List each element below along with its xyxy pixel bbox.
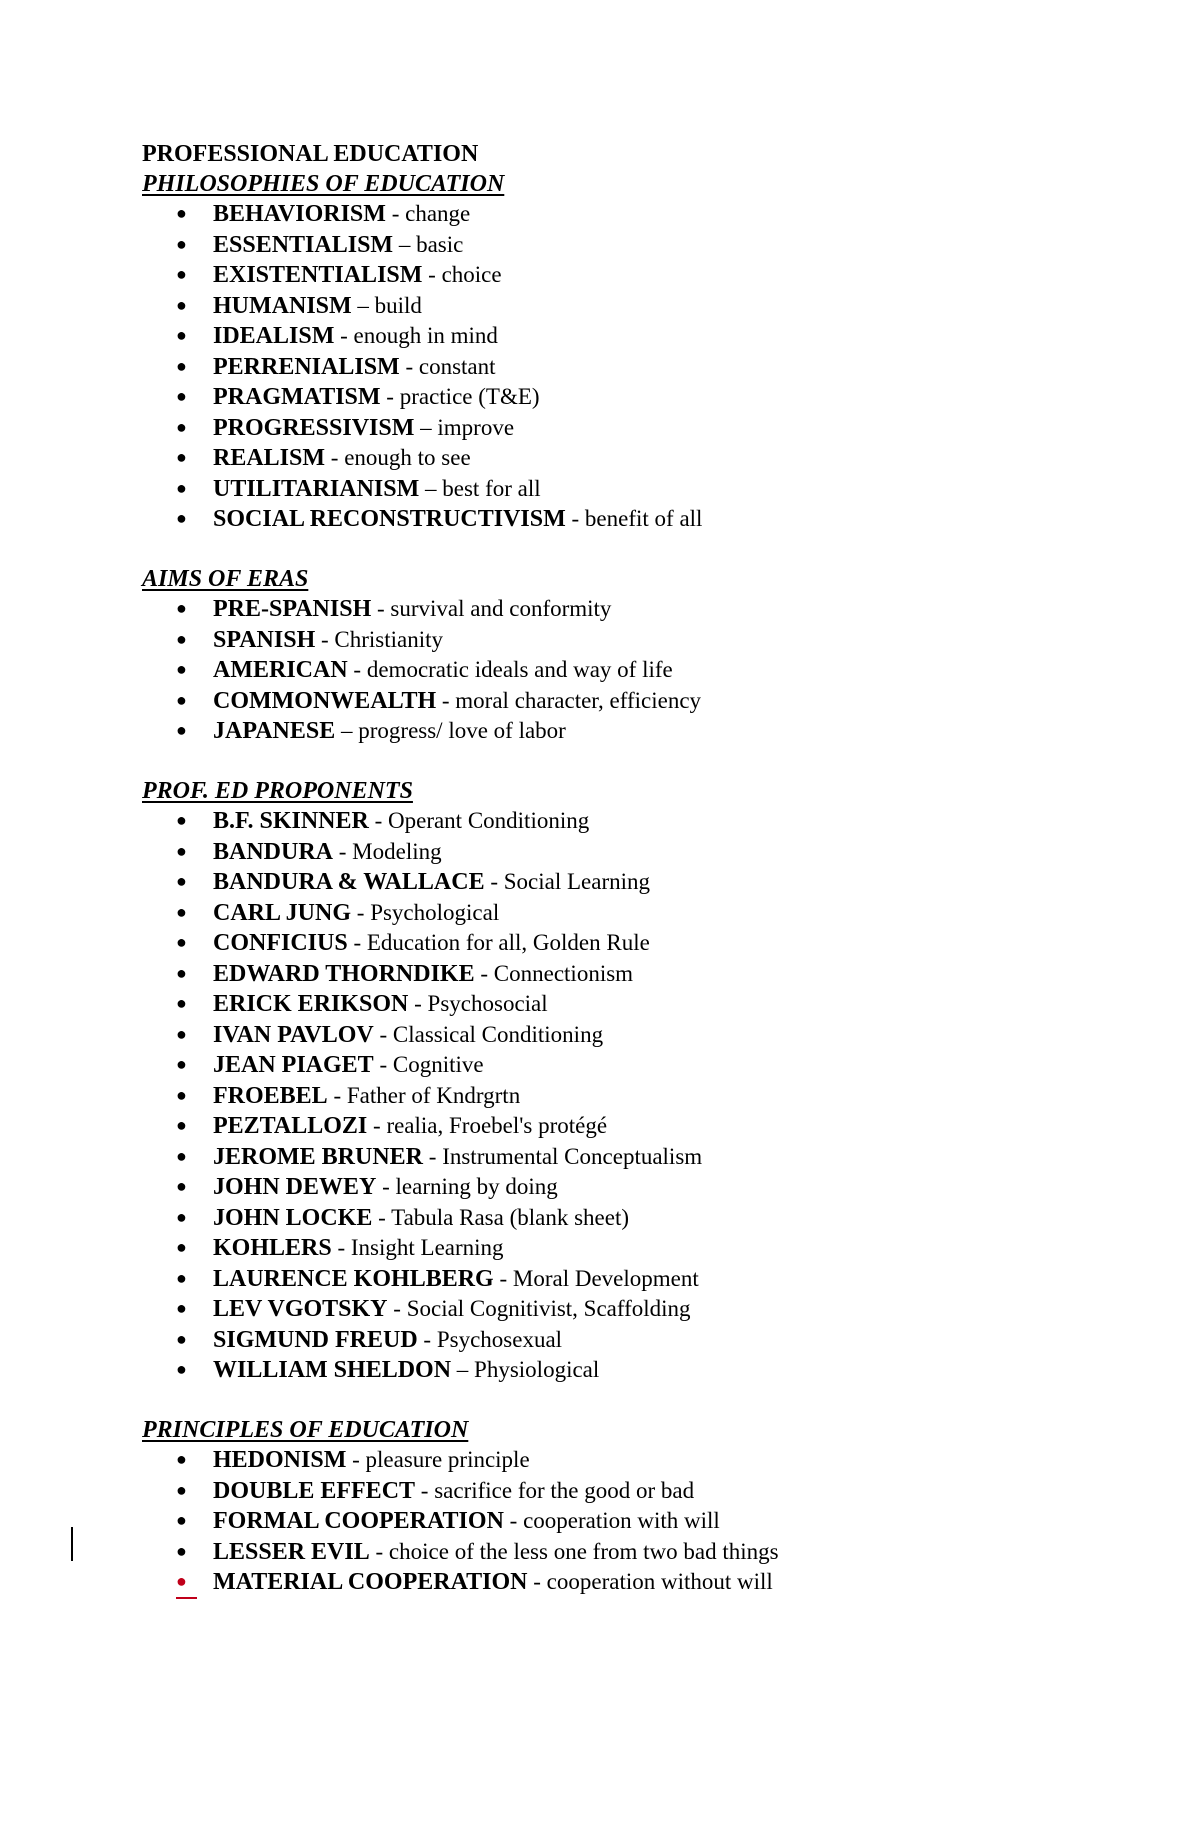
item-term: CONFICIUS [213, 930, 348, 956]
item-term: SIGMUND FREUD [213, 1326, 418, 1353]
item-separator: - [321, 626, 329, 652]
bullet-icon: ● [176, 477, 187, 498]
bullet-list [142, 594, 1142, 747]
item-separator: - [352, 1447, 360, 1472]
item-separator: - [377, 596, 385, 621]
item-description: enough to see [344, 445, 471, 470]
item-description: cooperation with will [523, 1508, 720, 1533]
item-term: JEAN PIAGET [213, 1052, 374, 1078]
item-term: EXISTENTIALISM [213, 262, 423, 288]
item-separator: - [499, 1265, 508, 1291]
bullet-icon: ● [176, 1298, 187, 1318]
item-separator: – [341, 718, 353, 743]
item-description: Psychological [370, 899, 500, 925]
list-item [142, 504, 1142, 535]
bullet-list [142, 1445, 1142, 1598]
bullet-icon: ● [176, 901, 187, 922]
list-item [142, 1020, 1142, 1051]
list-item [142, 199, 1142, 230]
item-separator: - [333, 1082, 342, 1108]
item-term: SOCIAL RECONSTRUCTIVISM [213, 506, 566, 532]
item-description: Physiological [474, 1357, 600, 1382]
bullet-icon: ● [176, 1449, 187, 1469]
item-term: FROEBEL [213, 1082, 328, 1109]
bullet-icon: ● [176, 386, 187, 406]
item-separator: - [533, 1569, 541, 1594]
item-term: B.F. SKINNER [213, 808, 369, 834]
item-description: Psychosocial [427, 991, 548, 1016]
item-separator: – [420, 414, 432, 440]
item-separator: - [374, 808, 383, 833]
bullet-icon: ● [176, 1115, 187, 1135]
document-title: PROFESSIONAL EDUCATION [142, 141, 479, 167]
item-term: LESSER EVIL [213, 1538, 370, 1565]
item-separator: - [441, 687, 450, 713]
item-description: improve [437, 414, 515, 440]
item-description: constant [418, 353, 496, 379]
list-item [142, 655, 1142, 686]
item-separator: - [428, 1143, 437, 1169]
item-separator: - [338, 838, 347, 864]
item-separator: - [379, 1052, 388, 1077]
item-description: Cognitive [392, 1052, 484, 1077]
list-item [142, 898, 1142, 929]
item-description: change [405, 201, 471, 226]
item-separator: - [490, 869, 499, 894]
item-term: MATERIAL COOPERATION [213, 1569, 528, 1595]
tracked-change-bar [71, 1527, 73, 1561]
list-item [142, 230, 1142, 261]
item-term: PRE-SPANISH [213, 596, 372, 622]
item-description: Social Learning [503, 869, 651, 894]
bullet-icon: ● [176, 840, 187, 861]
bullet-icon: ● [176, 1267, 187, 1288]
item-description: realia, Froebel's protégé [386, 1113, 608, 1138]
item-description: basic [416, 231, 464, 257]
list-item [142, 806, 1142, 837]
item-separator: - [393, 1296, 401, 1321]
item-term: KOHLERS [213, 1235, 332, 1261]
bullet-list [142, 199, 1142, 535]
bullet-icon: ● [176, 1479, 187, 1500]
item-separator: - [353, 930, 362, 955]
section-principles-of-education [142, 1416, 1142, 1598]
bullet-icon: ● [176, 871, 187, 891]
item-separator: - [509, 1508, 518, 1533]
bullet-icon: ● [176, 1540, 187, 1561]
item-description: Christianity [334, 626, 444, 652]
item-term: PROGRESSIVISM [213, 414, 415, 441]
item-term: CARL JUNG [213, 899, 352, 926]
list-item [142, 1142, 1142, 1173]
list-item [142, 352, 1142, 383]
list-item [142, 837, 1142, 868]
bullet-icon: ● [176, 1145, 187, 1166]
list-item [142, 443, 1142, 474]
list-item [142, 1050, 1142, 1081]
item-separator: - [391, 201, 400, 226]
item-separator: - [382, 1174, 390, 1199]
bullet-icon: ● [176, 659, 187, 679]
item-description: enough in mind [353, 323, 498, 348]
item-separator: - [356, 899, 365, 925]
item-description: Moral Development [512, 1265, 699, 1291]
list-item [142, 625, 1142, 656]
section-philosophies-of-education [142, 170, 1142, 535]
bullet-icon: ● [176, 1237, 187, 1257]
item-term: SPANISH [213, 626, 316, 653]
section-heading: PROF. ED PROPONENTS [142, 777, 413, 804]
bullet-icon: ● [176, 447, 187, 467]
item-description: Connectionism [493, 960, 634, 986]
item-term: FORMAL COOPERATION [213, 1508, 504, 1534]
list-item [142, 1476, 1142, 1507]
bullet-icon: ● [176, 962, 187, 983]
item-term: LEV VGOTSKY [213, 1296, 388, 1322]
item-separator: - [414, 991, 422, 1016]
item-description: best for all [442, 475, 541, 501]
bullet-icon: ● [176, 1510, 187, 1530]
list-item [142, 474, 1142, 505]
item-separator: – [357, 292, 369, 318]
item-description: Classical Conditioning [392, 1021, 604, 1047]
bullet-icon: ● [176, 1567, 197, 1599]
list-item [142, 1081, 1142, 1112]
item-term: REALISM [213, 445, 326, 471]
document-page [142, 140, 1142, 1628]
item-description: Psychosexual [436, 1326, 563, 1352]
bullet-icon: ● [176, 689, 187, 710]
bullet-icon: ● [176, 233, 187, 254]
list-item [142, 686, 1142, 717]
bullet-icon: ● [176, 1328, 187, 1349]
item-separator: - [337, 1235, 346, 1260]
item-term: PEZTALLOZI [213, 1113, 368, 1139]
item-term: JOHN LOCKE [213, 1204, 373, 1231]
list-item [142, 1203, 1142, 1234]
bullet-icon: ● [176, 932, 187, 952]
bullet-icon: ● [176, 508, 187, 528]
list-item [142, 928, 1142, 959]
item-description: Modeling [352, 838, 442, 864]
list-item [142, 716, 1142, 747]
item-separator: - [386, 384, 394, 409]
bullet-icon: ● [176, 1206, 187, 1227]
item-separator: - [405, 353, 414, 379]
item-description: Social Cognitivist, Scaffolding [406, 1296, 691, 1321]
list-item [142, 594, 1142, 625]
item-term: IVAN PAVLOV [213, 1021, 374, 1048]
item-term: UTILITARIANISM [213, 475, 420, 502]
item-description: survival and conformity [390, 596, 612, 621]
item-separator: - [378, 1204, 386, 1230]
item-description: progress/ love of labor [358, 718, 566, 743]
item-separator: - [373, 1113, 381, 1138]
item-term: ERICK ERIKSON [213, 991, 409, 1017]
list-item [142, 260, 1142, 291]
item-separator: - [428, 262, 436, 287]
list-item [142, 291, 1142, 322]
bullet-icon: ● [176, 1359, 187, 1379]
bullet-icon: ● [176, 810, 187, 830]
item-term: JOHN DEWEY [213, 1174, 377, 1200]
section-heading: PHILOSOPHIES OF EDUCATION [142, 170, 505, 197]
item-term: EDWARD THORNDIKE [213, 960, 475, 987]
item-term: COMMONWEALTH [213, 687, 437, 714]
item-term: HUMANISM [213, 292, 352, 319]
list-item [142, 867, 1142, 898]
item-description: Tabula Rasa (blank sheet) [391, 1204, 630, 1230]
bullet-icon: ● [176, 628, 187, 649]
list-item [142, 413, 1142, 444]
sections-container [142, 170, 1142, 1598]
item-term: ESSENTIALISM [213, 231, 394, 258]
item-term: BEHAVIORISM [213, 201, 386, 227]
item-term: IDEALISM [213, 323, 335, 349]
item-description: democratic ideals and way of life [366, 657, 673, 682]
list-item [142, 1233, 1142, 1264]
bullet-icon: ● [176, 993, 187, 1013]
item-description: practice (T&E) [399, 384, 540, 409]
item-term: HEDONISM [213, 1447, 347, 1473]
item-separator: - [423, 1326, 432, 1352]
bullet-icon: ● [176, 416, 187, 437]
item-separator: - [379, 1021, 388, 1047]
item-separator: - [480, 960, 489, 986]
list-item [142, 1506, 1142, 1537]
bullet-icon: ● [176, 203, 187, 223]
list-item [142, 1172, 1142, 1203]
list-item [142, 1111, 1142, 1142]
item-separator: - [375, 1538, 384, 1564]
list-item [142, 1537, 1142, 1568]
item-description: benefit of all [584, 506, 703, 531]
item-separator: - [571, 506, 580, 531]
item-term: JEROME BRUNER [213, 1143, 424, 1170]
bullet-icon: ● [176, 264, 187, 284]
item-description: cooperation without will [546, 1569, 773, 1594]
item-description: Father of Kndrgrtn [346, 1082, 521, 1108]
list-item [142, 1325, 1142, 1356]
item-term: AMERICAN [213, 657, 348, 683]
item-term: BANDURA [213, 838, 333, 865]
list-item [142, 382, 1142, 413]
bullet-list [142, 806, 1142, 1386]
item-term: LAURENCE KOHLBERG [213, 1265, 494, 1292]
item-separator: - [420, 1477, 429, 1503]
list-item [142, 989, 1142, 1020]
bullet-icon: ● [176, 1176, 187, 1196]
item-description: moral character, efficiency [455, 687, 702, 713]
item-description: sacrifice for the good or bad [434, 1477, 695, 1503]
bullet-icon: ● [176, 1084, 187, 1105]
item-separator: - [330, 445, 339, 470]
list-item [142, 1294, 1142, 1325]
item-term: BANDURA & WALLACE [213, 869, 485, 895]
list-item [142, 1355, 1142, 1386]
item-separator: – [398, 231, 411, 257]
section-prof-ed-proponents [142, 777, 1142, 1386]
item-term: PRAGMATISM [213, 384, 381, 410]
section-heading: PRINCIPLES OF EDUCATION [142, 1416, 469, 1443]
bullet-icon: ● [176, 1054, 187, 1074]
item-description: Insight Learning [350, 1235, 504, 1260]
bullet-icon: ● [176, 325, 187, 345]
list-item [142, 1567, 1142, 1598]
list-item [142, 321, 1142, 352]
item-description: learning by doing [395, 1174, 558, 1199]
item-term: WILLIAM SHELDON [213, 1357, 452, 1383]
bullet-icon: ● [176, 598, 187, 618]
list-item [142, 1264, 1142, 1295]
item-term: DOUBLE EFFECT [213, 1477, 416, 1504]
item-description: Education for all, Golden Rule [366, 930, 650, 955]
list-item [142, 959, 1142, 990]
item-separator: - [340, 323, 348, 348]
bullet-icon: ● [176, 720, 187, 740]
section-heading: AIMS OF ERAS [142, 565, 309, 592]
bullet-icon: ● [176, 1023, 187, 1044]
item-description: build [374, 292, 422, 318]
item-description: Instrumental Conceptualism [442, 1143, 703, 1169]
item-term: JAPANESE [213, 718, 336, 744]
item-separator: – [425, 475, 437, 501]
item-separator: – [456, 1357, 469, 1382]
bullet-icon: ● [176, 355, 187, 376]
item-description: choice of the less one from two bad things [388, 1538, 779, 1564]
item-description: Operant Conditioning [388, 808, 590, 833]
bullet-icon: ● [176, 294, 187, 315]
list-item [142, 1445, 1142, 1476]
item-separator: - [353, 657, 362, 682]
item-term: PERRENIALISM [213, 353, 400, 380]
item-description: pleasure principle [365, 1447, 530, 1472]
item-description: choice [441, 262, 502, 287]
section-aims-of-eras [142, 565, 1142, 747]
